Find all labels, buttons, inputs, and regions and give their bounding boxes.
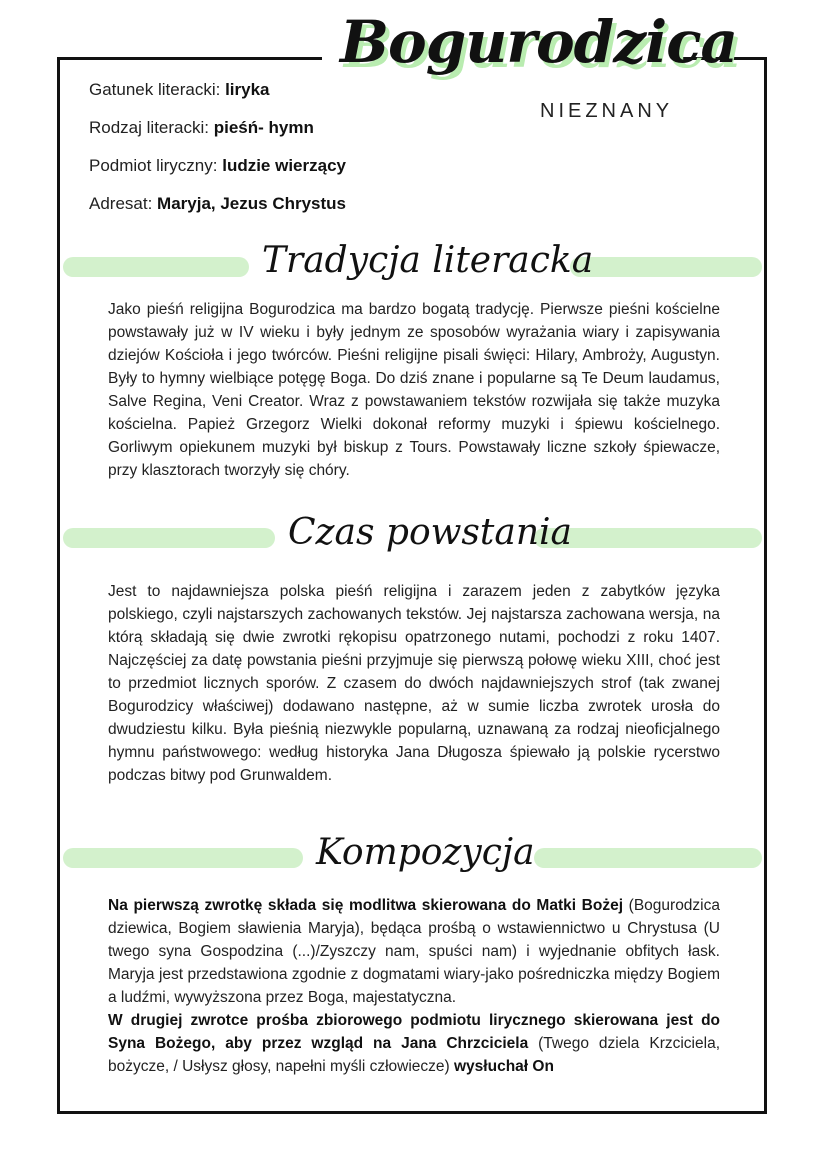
section-bar-left bbox=[63, 528, 275, 548]
composition-p2-rest: (Twego dziela Krzciciela, bożycze, / Usłysz głosy, napełni myśli człowiecze) bbox=[108, 1035, 720, 1075]
section-heading-origin: Czas powstania bbox=[288, 512, 572, 553]
section-heading-composition: Kompozycja bbox=[316, 832, 535, 873]
meta-value: Maryja, Jezus Chrystus bbox=[157, 194, 347, 213]
meta-value: liryka bbox=[225, 80, 270, 99]
meta-subject bbox=[89, 156, 346, 176]
section-text-tradition: Jako pieśń religijna Bogurodzica ma bardzo bogatą tradycję. Pierwsze pieśni kościelne powstawały już w IV wieku i były jednym ze sposobów wyrażania wiary i zapisywania dziejów Kościoła i jego twórców. Pieśni religijne pisali święci: Hilary, Ambroży, Augustyn. Były to hymny wielbiące potęgę Boga. Do dziś znane i popularne są Te Deum laudamus, Salve Regina, Veni Creator. Wraz z powstawaniem tekstów rozwijała się także muzyka kościelna. Papież Grzegorz Wielki dokonał reformy muzyki i śpiewu kościelnego. Gorliwym opiekunem muzyki był biskup z Tours. Powstawały liczne szkoły śpiewacze, przy klasztorach tworzyły się chóry. bbox=[108, 301, 720, 479]
section-heading-tradition: Tradycja literacka bbox=[262, 240, 594, 281]
author-label: NIEZNANY bbox=[540, 100, 674, 122]
composition-p2-bold: W drugiej zwrotce prośba zbiorowego podmiotu lirycznego skierowana jest do Syna Bożego, aby przez wzgląd na Jana Chrzciciela bbox=[108, 1012, 720, 1052]
meta-genre bbox=[89, 80, 270, 100]
meta-label: Adresat: bbox=[89, 194, 153, 213]
meta-kind bbox=[89, 118, 314, 138]
section-bar-right bbox=[534, 848, 762, 868]
page-title: Bogurodzica bbox=[340, 8, 738, 76]
meta-value: ludzie wierzący bbox=[222, 156, 346, 175]
section-bar-left bbox=[63, 257, 249, 277]
meta-value: pieśń- hymn bbox=[213, 118, 314, 137]
meta-label: Rodzaj literacki: bbox=[89, 118, 209, 137]
composition-p1-bold: Na pierwszą zwrotkę składa się modlitwa skierowana do Matki Bożej bbox=[108, 897, 624, 914]
meta-addressee bbox=[89, 194, 346, 214]
composition-p1-rest: (Bogurodzica dziewica, Bogiem sławienia Maryja), będąca prośbą o wstawiennictwo u Chrystusa (U twego syna Gospodzina (...)/Zyszczy nam, spuści nam) i wyjednanie obfitych łask. Maryja jest przedstawiona zgodnie z dogmatami wiary-jako pośredniczka między Bogiem a ludźmi, wywyższona przez Boga, majestatyczna. bbox=[108, 897, 720, 1006]
section-text-origin: Jest to najdawniejsza polska pieśń religijna i zarazem jeden z zabytków języka polskiego, czyli najstarszych zachowanych tekstów. Jej najstarsza zachowana wersja, na którą składają się dwie zwrotki rękopisu opatrzonego nutami, pochodzi z roku 1407. Najczęściej za datę powstania pieśni przyjmuje się pierwszą połowę wieku XIII, choć jest to przedmiot licznych sporów. Z czasem do dwóch najdawniejszych strof (tak zwanej Bogurodzicy właściwej) dodawano następne, aż w sumie liczba zwrotek urosła do dwudziestu kilku. Była pieśnią niezwykle popularną, uznawaną za rodzaj nieoficjalnego hymnu państwowego: według historyka Jana Długosza śpiewało ją polskie rycerstwo podczas bitwy pod Grunwaldem. bbox=[108, 583, 720, 784]
composition-p2-end: wysłuchał On bbox=[454, 1058, 554, 1075]
section-text-composition bbox=[108, 894, 720, 1078]
section-bar-right bbox=[570, 257, 762, 277]
meta-label: Podmiot liryczny: bbox=[89, 156, 218, 175]
meta-label: Gatunek literacki: bbox=[89, 80, 221, 99]
section-bar-left bbox=[63, 848, 303, 868]
